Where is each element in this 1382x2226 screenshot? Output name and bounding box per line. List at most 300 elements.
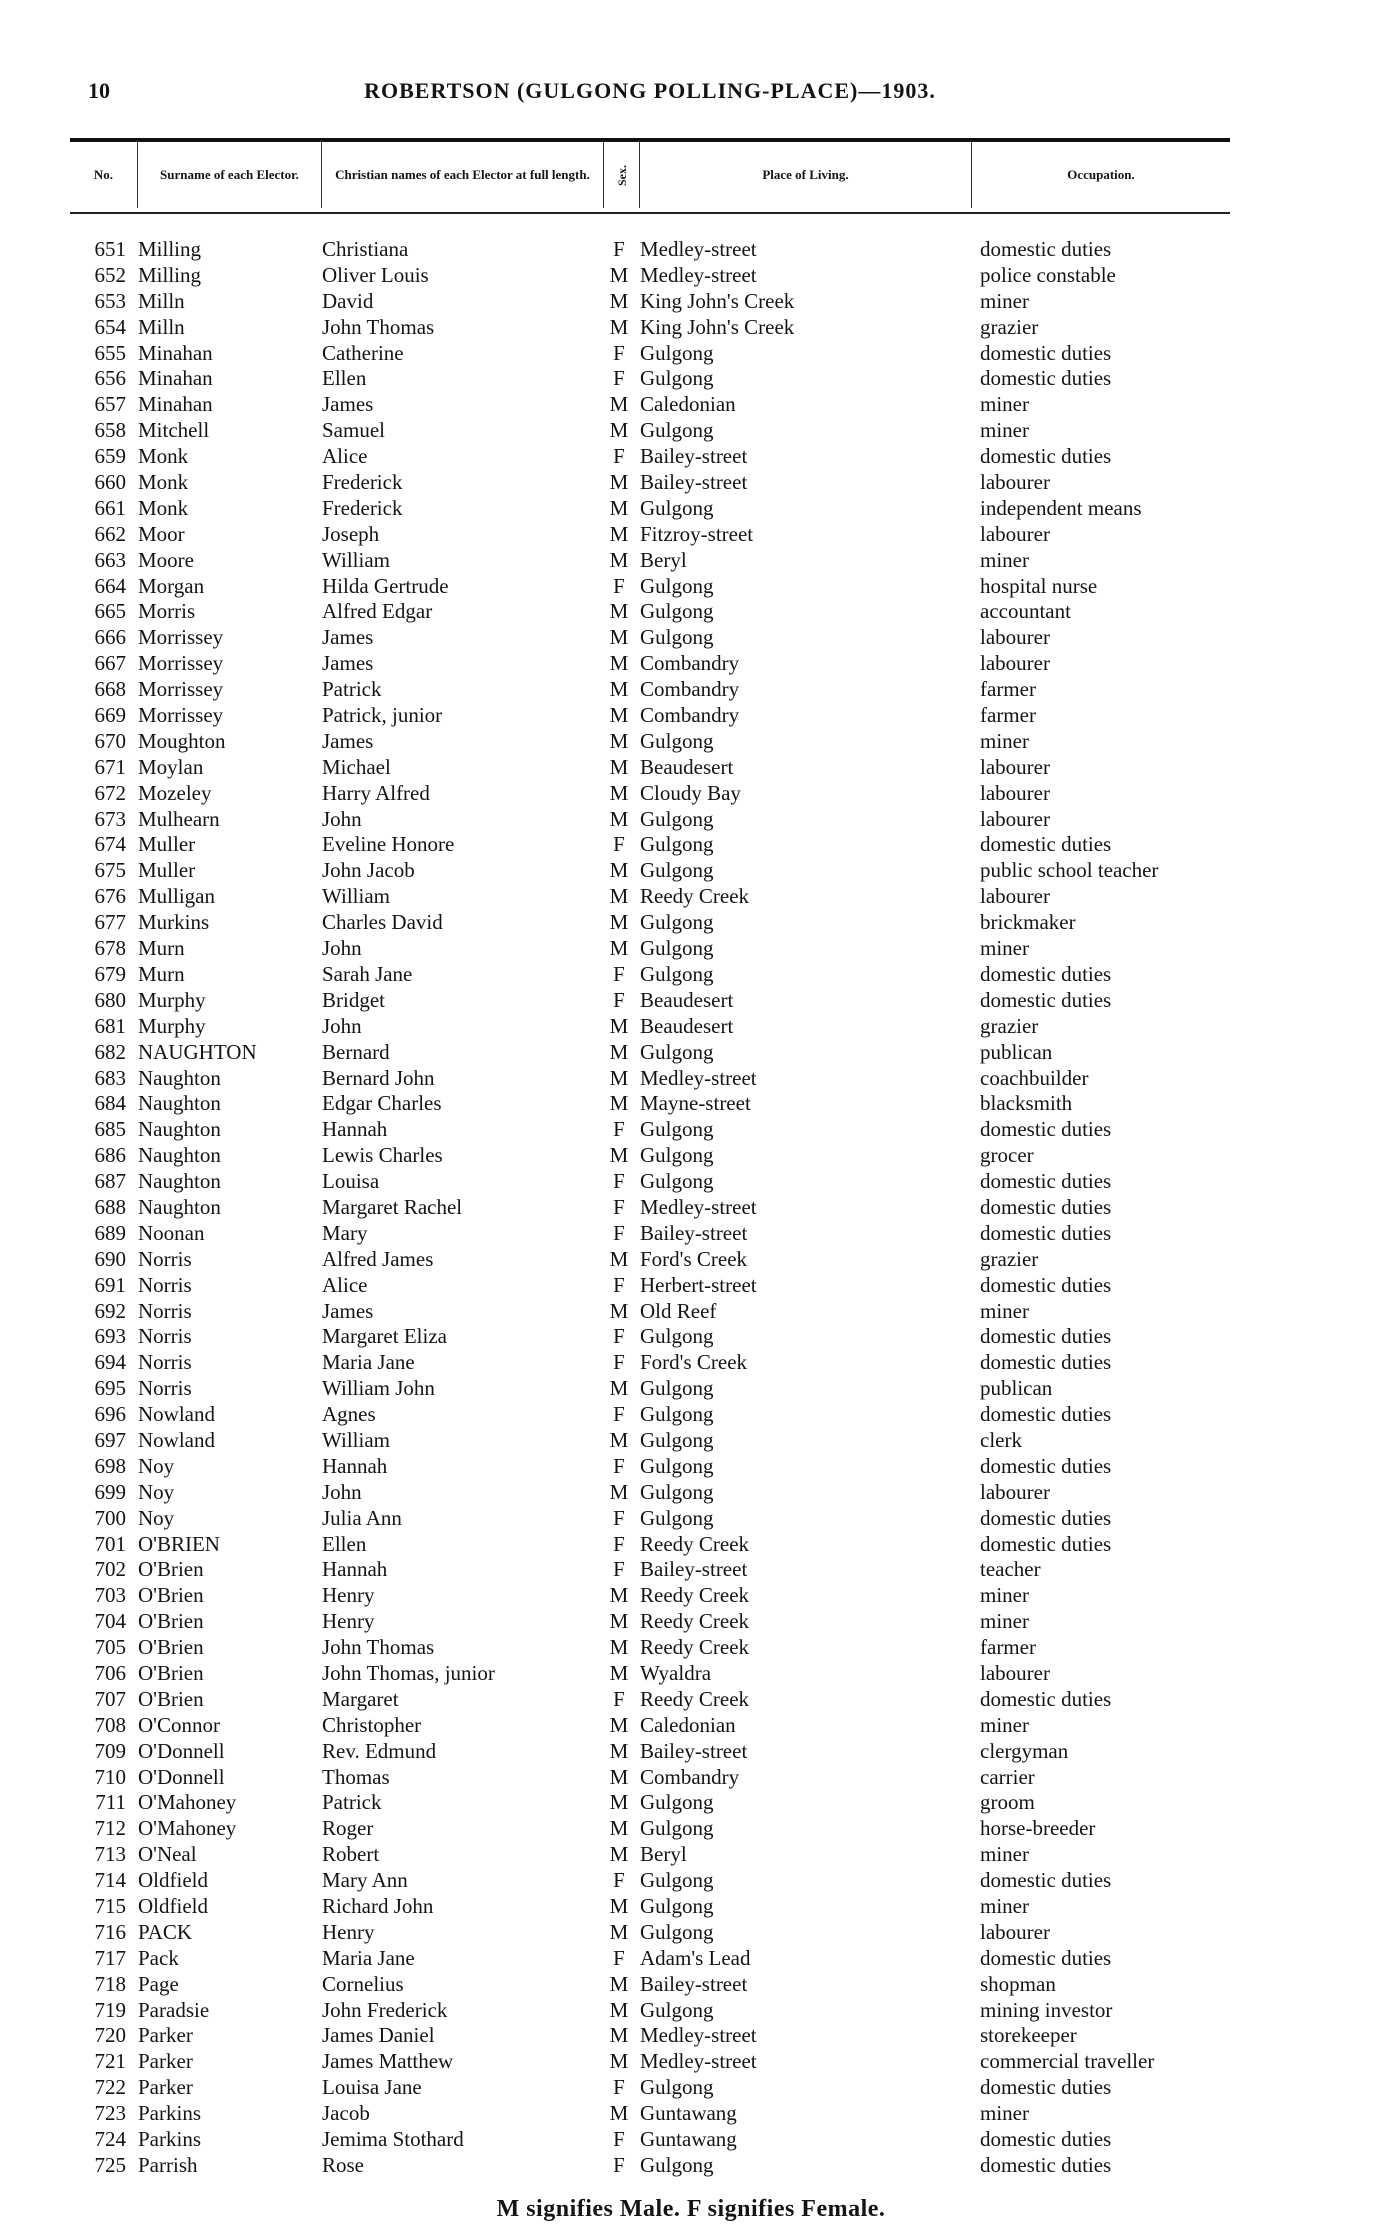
elector-place-of-living: Bailey-street <box>640 1557 748 1582</box>
elector-christian-names: Ellen <box>322 366 367 391</box>
elector-christian-names: Hannah <box>322 1557 388 1582</box>
elector-sex: F <box>613 1557 625 1582</box>
column-header-place: Place of Living. <box>640 142 972 208</box>
elector-occupation: publican <box>980 1039 1053 1064</box>
elector-sex: F <box>613 573 625 598</box>
elector-surname: Morrissey <box>138 651 224 676</box>
elector-surname: O'Brien <box>138 1686 204 1711</box>
elector-christian-names: Maria Jane <box>322 1350 415 1375</box>
elector-surname: Noy <box>138 1479 175 1504</box>
elector-occupation: labourer <box>980 1919 1050 1944</box>
table-row <box>70 1479 1230 1505</box>
elector-surname: O'Brien <box>138 1660 204 1685</box>
elector-place-of-living: Reedy Creek <box>640 1686 750 1711</box>
elector-number: 698 <box>94 1453 126 1478</box>
column-header-christian-names: Christian names of each Elector at full length. <box>322 142 604 208</box>
elector-place-of-living: Gulgong <box>640 1169 714 1194</box>
table-row <box>70 2126 1230 2152</box>
elector-occupation: miner <box>980 418 1029 443</box>
elector-sex: F <box>613 444 625 469</box>
elector-number: 676 <box>94 884 126 909</box>
table-row <box>70 650 1230 676</box>
elector-christian-names: Eveline Honore <box>322 832 455 857</box>
elector-occupation: domestic duties <box>980 1686 1112 1711</box>
table-row <box>70 1738 1230 1764</box>
elector-place-of-living: Gulgong <box>640 858 714 883</box>
elector-sex: M <box>609 754 629 779</box>
elector-christian-names: Sarah Jane <box>322 961 413 986</box>
elector-number: 722 <box>94 2075 126 2100</box>
elector-occupation: grazier <box>980 1013 1039 1038</box>
elector-number: 717 <box>94 1945 126 1970</box>
elector-surname: Morrissey <box>138 677 224 702</box>
elector-number: 690 <box>94 1246 126 1271</box>
elector-surname: Murn <box>138 936 185 961</box>
elector-number: 706 <box>94 1660 126 1685</box>
elector-number: 657 <box>94 392 126 417</box>
elector-place-of-living: Gulgong <box>640 1402 714 1427</box>
elector-number: 720 <box>94 2023 126 2048</box>
elector-number: 688 <box>94 1194 126 1219</box>
elector-place-of-living: Gulgong <box>640 1894 714 1918</box>
table-row <box>70 1660 1230 1686</box>
elector-sex: M <box>609 1635 629 1660</box>
elector-sex: M <box>609 806 629 831</box>
elector-place-of-living: Beaudesert <box>640 754 734 779</box>
elector-occupation: shopman <box>980 1971 1056 1996</box>
elector-place-of-living: Gulgong <box>640 599 714 624</box>
elector-sex: M <box>609 1842 629 1867</box>
elector-place-of-living: Bailey-street <box>640 1220 748 1245</box>
elector-surname: Page <box>138 1971 179 1996</box>
elector-surname: Oldfield <box>138 1894 208 1918</box>
elector-sex: M <box>609 910 629 935</box>
elector-christian-names: Patrick <box>322 1790 382 1815</box>
elector-occupation: public school teacher <box>980 858 1159 883</box>
table-row <box>70 288 1230 314</box>
elector-sex: M <box>609 677 629 702</box>
elector-sex: M <box>609 884 629 909</box>
elector-occupation: labourer <box>980 625 1050 650</box>
elector-christian-names: Bernard <box>322 1039 390 1064</box>
elector-number: 725 <box>94 2152 126 2177</box>
elector-place-of-living: Combandry <box>640 651 740 676</box>
elector-number: 703 <box>94 1583 126 1608</box>
elector-surname: Parker <box>138 2049 193 2074</box>
elector-surname: Paradsie <box>138 1997 210 2022</box>
elector-sex: F <box>613 237 625 261</box>
elector-christian-names: Hilda Gertrude <box>322 573 449 598</box>
elector-christian-names: John Frederick <box>322 1997 448 2022</box>
elector-surname: Murphy <box>138 987 206 1012</box>
elector-surname: Norris <box>138 1350 192 1375</box>
table-row <box>70 1919 1230 1945</box>
elector-number: 699 <box>94 1479 126 1504</box>
elector-number: 662 <box>94 521 126 546</box>
elector-place-of-living: Gulgong <box>640 832 714 857</box>
elector-sex: F <box>613 1350 625 1375</box>
column-header-no: No. <box>70 142 138 208</box>
table-row <box>70 1246 1230 1272</box>
table-row <box>70 1945 1230 1971</box>
elector-sex: M <box>609 262 629 287</box>
table-row <box>70 857 1230 883</box>
elector-occupation: domestic duties <box>980 2152 1112 2177</box>
elector-christian-names: Alice <box>322 1272 368 1297</box>
elector-sex: M <box>609 651 629 676</box>
elector-number: 679 <box>94 961 126 986</box>
elector-number: 651 <box>94 237 126 261</box>
elector-place-of-living: Caledonian <box>640 1712 736 1737</box>
elector-christian-names: Rose <box>322 2152 364 2177</box>
elector-christian-names: James Daniel <box>322 2023 435 2048</box>
table-row <box>70 624 1230 650</box>
elector-christian-names: Hannah <box>322 1117 388 1142</box>
elector-place-of-living: Caledonian <box>640 392 736 417</box>
elector-place-of-living: Gulgong <box>640 1143 714 1168</box>
elector-christian-names: James <box>322 625 374 650</box>
elector-christian-names: Louisa Jane <box>322 2075 422 2100</box>
elector-christian-names: Julia Ann <box>322 1505 402 1530</box>
elector-occupation: labourer <box>980 754 1050 779</box>
table-row <box>70 547 1230 573</box>
elector-surname: Morrissey <box>138 625 224 650</box>
table-row <box>70 1634 1230 1660</box>
elector-surname: Monk <box>138 444 189 469</box>
table-row <box>70 1893 1230 1919</box>
elector-occupation: clerk <box>980 1427 1022 1452</box>
elector-place-of-living: King John's Creek <box>640 314 795 339</box>
elector-surname: Milling <box>138 262 202 287</box>
elector-number: 705 <box>94 1635 126 1660</box>
elector-christian-names: William <box>322 547 390 572</box>
table-row <box>70 1375 1230 1401</box>
elector-sex: F <box>613 1402 625 1427</box>
table-row <box>70 573 1230 599</box>
elector-occupation: labourer <box>980 470 1050 495</box>
elector-occupation: miner <box>980 1609 1029 1634</box>
column-header-surname: Surname of each Elector. <box>138 142 322 208</box>
elector-number: 713 <box>94 1842 126 1867</box>
elector-sex: M <box>609 1039 629 1064</box>
elector-christian-names: William <box>322 884 390 909</box>
elector-sex: M <box>609 1427 629 1452</box>
elector-occupation: domestic duties <box>980 1324 1112 1349</box>
elector-surname: Pack <box>138 1945 179 1970</box>
elector-christian-names: John <box>322 1013 362 1038</box>
elector-occupation: domestic duties <box>980 961 1112 986</box>
elector-place-of-living: Wyaldra <box>640 1660 712 1685</box>
elector-number: 695 <box>94 1376 126 1401</box>
elector-occupation: domestic duties <box>980 1169 1112 1194</box>
elector-place-of-living: Gulgong <box>640 495 714 520</box>
elector-occupation: blacksmith <box>980 1091 1073 1116</box>
elector-occupation: labourer <box>980 1479 1050 1504</box>
elector-surname: Moore <box>138 547 194 572</box>
elector-sex: M <box>609 1583 629 1608</box>
table-row <box>70 1971 1230 1997</box>
elector-christian-names: John Jacob <box>322 858 415 883</box>
elector-place-of-living: Gulgong <box>640 1919 714 1944</box>
elector-place-of-living: Gulgong <box>640 1997 714 2022</box>
elector-place-of-living: Gulgong <box>640 366 714 391</box>
elector-number: 687 <box>94 1169 126 1194</box>
elector-occupation: domestic duties <box>980 832 1112 857</box>
table-row <box>70 1220 1230 1246</box>
elector-surname: O'Donnell <box>138 1764 225 1789</box>
elector-sex: M <box>609 470 629 495</box>
elector-surname: Milln <box>138 314 185 339</box>
elector-christian-names: Harry Alfred <box>322 780 430 805</box>
elector-place-of-living: Gulgong <box>640 1790 714 1815</box>
elector-surname: O'Brien <box>138 1635 204 1660</box>
elector-surname: Naughton <box>138 1117 221 1142</box>
elector-christian-names: James <box>322 651 374 676</box>
elector-occupation: domestic duties <box>980 1350 1112 1375</box>
table-row <box>70 1505 1230 1531</box>
elector-christian-names: Lewis Charles <box>322 1143 443 1168</box>
elector-occupation: mining investor <box>980 1997 1113 2022</box>
elector-surname: O'Mahoney <box>138 1790 237 1815</box>
elector-number: 655 <box>94 340 126 365</box>
elector-surname: Mozeley <box>138 780 212 805</box>
elector-christian-names: David <box>322 288 374 313</box>
elector-surname: Murkins <box>138 910 210 935</box>
elector-sex: F <box>613 2127 625 2152</box>
elector-number: 684 <box>94 1091 126 1116</box>
elector-place-of-living: Bailey-street <box>640 444 748 469</box>
elector-sex: M <box>609 288 629 313</box>
elector-christian-names: Henry <box>322 1583 375 1608</box>
elector-occupation: grocer <box>980 1143 1034 1168</box>
elector-christian-names: Alfred James <box>322 1246 434 1271</box>
elector-sex: F <box>613 366 625 391</box>
elector-place-of-living: Gulgong <box>640 1453 714 1478</box>
sex-header-label: Sex. <box>614 164 629 186</box>
elector-number: 656 <box>94 366 126 391</box>
elector-sex: F <box>613 340 625 365</box>
elector-place-of-living: Gulgong <box>640 625 714 650</box>
table-row <box>70 2100 1230 2126</box>
elector-surname: Mulligan <box>138 884 215 909</box>
elector-number: 675 <box>94 858 126 883</box>
table-row <box>70 2022 1230 2048</box>
elector-occupation: domestic duties <box>980 444 1112 469</box>
elector-surname: Noy <box>138 1453 175 1478</box>
elector-sex: M <box>609 1894 629 1918</box>
table-row <box>70 1789 1230 1815</box>
elector-surname: Monk <box>138 495 189 520</box>
elector-occupation: coachbuilder <box>980 1065 1089 1090</box>
elector-number: 715 <box>94 1894 126 1918</box>
header-bottom-rule <box>70 212 1230 214</box>
elector-occupation: miner <box>980 2101 1029 2126</box>
elector-occupation: labourer <box>980 806 1050 831</box>
table-row <box>70 1815 1230 1841</box>
page-number: 10 <box>88 78 110 103</box>
elector-surname: Nowland <box>138 1427 215 1452</box>
elector-occupation: domestic duties <box>980 2075 1112 2100</box>
table-row <box>70 236 1230 262</box>
elector-number: 669 <box>94 703 126 728</box>
elector-surname: Norris <box>138 1272 192 1297</box>
elector-place-of-living: Beryl <box>640 547 687 572</box>
elector-sex: F <box>613 1117 625 1142</box>
elector-place-of-living: Gulgong <box>640 1427 714 1452</box>
elector-christian-names: Alfred Edgar <box>322 599 433 624</box>
table-row <box>70 262 1230 288</box>
elector-number: 660 <box>94 470 126 495</box>
elector-place-of-living: Beaudesert <box>640 987 734 1012</box>
elector-sex: M <box>609 1609 629 1634</box>
elector-christian-names: Agnes <box>322 1402 376 1427</box>
elector-occupation: grazier <box>980 1246 1039 1271</box>
elector-number: 670 <box>94 728 126 753</box>
elector-sex: M <box>609 1816 629 1841</box>
elector-number: 702 <box>94 1557 126 1582</box>
table-row <box>70 728 1230 754</box>
elector-occupation: labourer <box>980 884 1050 909</box>
table-row <box>70 987 1230 1013</box>
table-row <box>70 1608 1230 1634</box>
elector-sex: F <box>613 1868 625 1893</box>
elector-number: 707 <box>94 1686 126 1711</box>
elector-sex: F <box>613 987 625 1012</box>
elector-number: 708 <box>94 1712 126 1737</box>
elector-occupation: miner <box>980 1583 1029 1608</box>
table-row <box>70 1323 1230 1349</box>
elector-sex: M <box>609 728 629 753</box>
elector-sex: M <box>609 599 629 624</box>
elector-occupation: domestic duties <box>980 2127 1112 2152</box>
elector-occupation: domestic duties <box>980 1505 1112 1530</box>
elector-surname: Moughton <box>138 728 226 753</box>
elector-occupation: miner <box>980 1712 1029 1737</box>
elector-number: 666 <box>94 625 126 650</box>
elector-christian-names: Richard John <box>322 1894 434 1918</box>
elector-sex: M <box>609 1298 629 1323</box>
elector-sex: M <box>609 703 629 728</box>
elector-number: 697 <box>94 1427 126 1452</box>
elector-sex: M <box>609 1997 629 2022</box>
elector-surname: O'Brien <box>138 1609 204 1634</box>
table-row <box>70 2048 1230 2074</box>
elector-sex: M <box>609 2101 629 2126</box>
elector-occupation: domestic duties <box>980 1453 1112 1478</box>
elector-occupation: farmer <box>980 703 1036 728</box>
elector-christian-names: Cornelius <box>322 1971 404 1996</box>
elector-occupation: domestic duties <box>980 1272 1112 1297</box>
elector-sex: F <box>613 1686 625 1711</box>
elector-occupation: miner <box>980 1894 1029 1918</box>
elector-number: 663 <box>94 547 126 572</box>
elector-number: 692 <box>94 1298 126 1323</box>
elector-place-of-living: Adam's Lead <box>640 1945 751 1970</box>
elector-surname: Minahan <box>138 366 213 391</box>
elector-sex: F <box>613 1531 625 1556</box>
elector-place-of-living: Gulgong <box>640 2075 714 2100</box>
elector-place-of-living: Cloudy Bay <box>640 780 741 805</box>
elector-number: 652 <box>94 262 126 287</box>
table-row <box>70 1712 1230 1738</box>
elector-number: 683 <box>94 1065 126 1090</box>
elector-number: 668 <box>94 677 126 702</box>
table-row <box>70 2152 1230 2178</box>
elector-christian-names: Samuel <box>322 418 385 443</box>
elector-surname: Moor <box>138 521 185 546</box>
elector-sex: M <box>609 2049 629 2074</box>
elector-surname: Naughton <box>138 1143 221 1168</box>
elector-surname: Norris <box>138 1246 192 1271</box>
elector-sex: F <box>613 1169 625 1194</box>
elector-place-of-living: Beryl <box>640 1842 687 1867</box>
table-row <box>70 1349 1230 1375</box>
elector-occupation: brickmaker <box>980 910 1076 935</box>
elector-christian-names: Patrick <box>322 677 382 702</box>
table-row <box>70 1997 1230 2023</box>
elector-surname: O'Neal <box>138 1842 197 1867</box>
elector-place-of-living: Gulgong <box>640 1816 714 1841</box>
elector-place-of-living: Medley-street <box>640 262 757 287</box>
elector-occupation: farmer <box>980 677 1036 702</box>
elector-place-of-living: Gulgong <box>640 1479 714 1504</box>
elector-place-of-living: Gulgong <box>640 1039 714 1064</box>
table-row <box>70 598 1230 624</box>
elector-sex: M <box>609 1790 629 1815</box>
elector-place-of-living: Medley-street <box>640 2049 757 2074</box>
elector-surname: Norris <box>138 1376 192 1401</box>
elector-number: 667 <box>94 651 126 676</box>
table-row <box>70 2074 1230 2100</box>
elector-surname: Parker <box>138 2075 193 2100</box>
elector-number: 696 <box>94 1402 126 1427</box>
elector-occupation: labourer <box>980 1660 1050 1685</box>
elector-number: 693 <box>94 1324 126 1349</box>
elector-sex: M <box>609 1738 629 1763</box>
elector-occupation: miner <box>980 392 1029 417</box>
elector-number: 674 <box>94 832 126 857</box>
elector-number: 704 <box>94 1609 126 1634</box>
elector-occupation: domestic duties <box>980 1402 1112 1427</box>
elector-sex: M <box>609 858 629 883</box>
elector-occupation: domestic duties <box>980 1117 1112 1142</box>
column-header-occupation: Occupation. <box>1067 167 1135 182</box>
table-row <box>70 1013 1230 1039</box>
elector-surname: Morgan <box>138 573 205 598</box>
elector-place-of-living: Gulgong <box>640 728 714 753</box>
elector-occupation: domestic duties <box>980 366 1112 391</box>
elector-occupation: carrier <box>980 1764 1035 1789</box>
elector-surname: Murn <box>138 961 185 986</box>
elector-number: 671 <box>94 754 126 779</box>
elector-christian-names: Edgar Charles <box>322 1091 442 1116</box>
elector-surname: Mulhearn <box>138 806 220 831</box>
elector-occupation: miner <box>980 1298 1029 1323</box>
elector-christian-names: Robert <box>322 1842 380 1867</box>
elector-surname: O'BRIEN <box>138 1531 220 1556</box>
elector-surname: Nowland <box>138 1402 215 1427</box>
elector-sex: M <box>609 780 629 805</box>
elector-christian-names: John Thomas <box>322 314 435 339</box>
table-row <box>70 365 1230 391</box>
table-row <box>70 1039 1230 1065</box>
elector-number: 710 <box>94 1764 126 1789</box>
table-row <box>70 883 1230 909</box>
elector-number: 724 <box>94 2127 126 2152</box>
elector-christian-names: Frederick <box>322 470 403 495</box>
elector-christian-names: James <box>322 392 374 417</box>
elector-number: 654 <box>94 314 126 339</box>
